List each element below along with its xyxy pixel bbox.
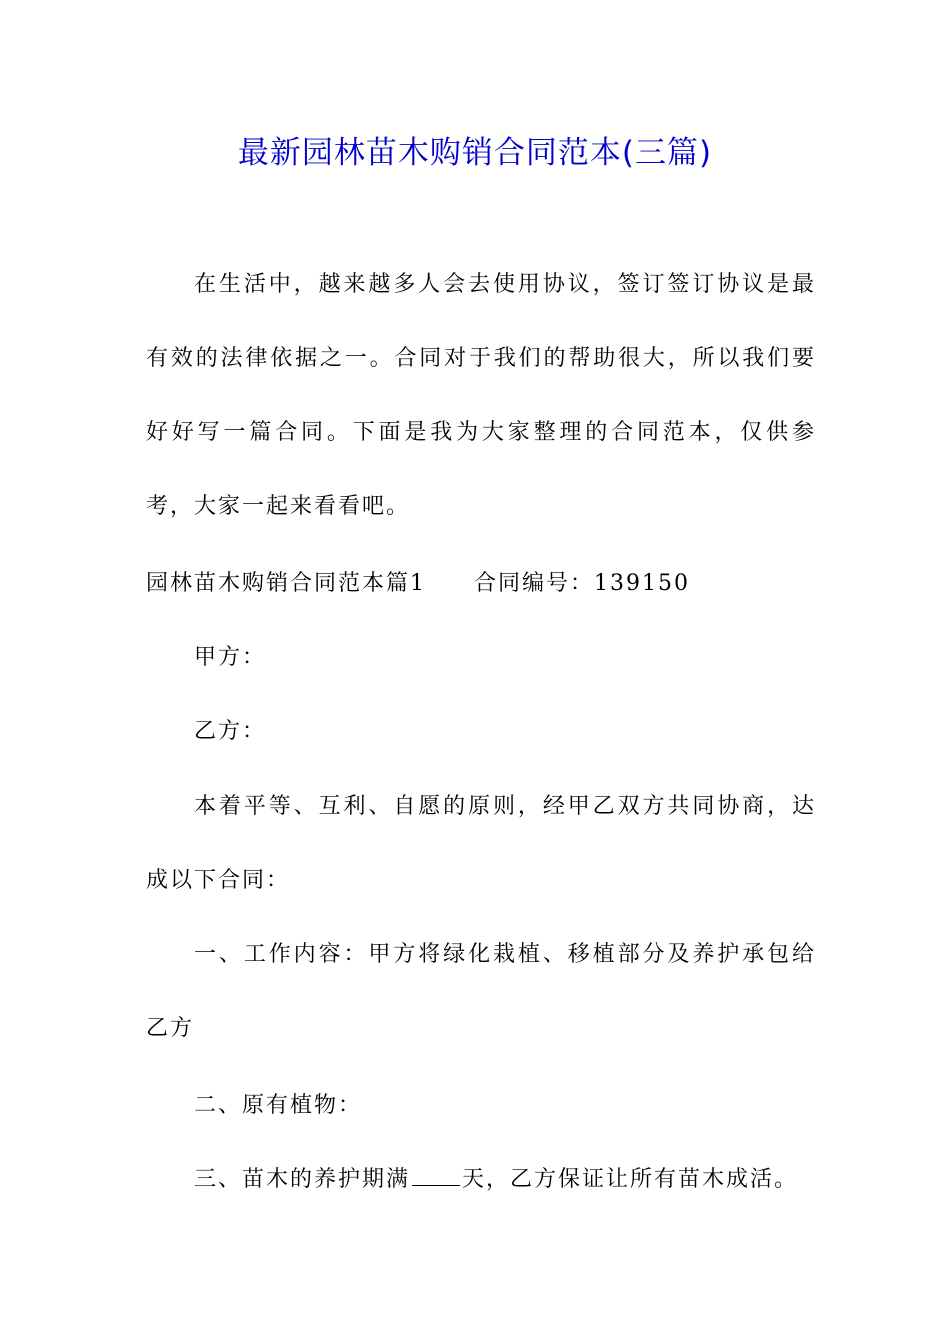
clause-1-paragraph: 一、工作内容：甲方将绿化栽植、移植部分及养护承包给乙方: [146, 942, 816, 1041]
clause-3-text-after: 天，乙方保证让所有苗木成活。: [462, 1167, 799, 1192]
section-heading: 园林苗木购销合同范本篇1: [146, 571, 426, 596]
clause-3-line: [194, 1160, 798, 1200]
clause-2-line: 二、原有植物：: [194, 1093, 363, 1118]
clause-3-text-before: 三、苗木的养护期满: [194, 1167, 411, 1192]
party-b-line: 乙方：: [194, 719, 267, 744]
contract-number: 合同编号：139150: [474, 571, 690, 596]
party-a-line: 甲方：: [194, 645, 267, 670]
document-title: 最新园林苗木购销合同范本(三篇): [237, 135, 713, 171]
principle-paragraph: 本着平等、互利、自愿的原则，经甲乙双方共同协商，达成以下合同：: [146, 794, 816, 893]
section-heading-line: [146, 564, 690, 604]
intro-paragraph: 在生活中，越来越多人会去使用协议，签订签订协议是最有效的法律依据之一。合同对于我们的帮助很大，所以我们要好好写一篇合同。下面是我为大家整理的合同范本，仅供参考，大家一起来看看吧。: [146, 272, 816, 519]
fill-blank: [412, 1163, 460, 1186]
